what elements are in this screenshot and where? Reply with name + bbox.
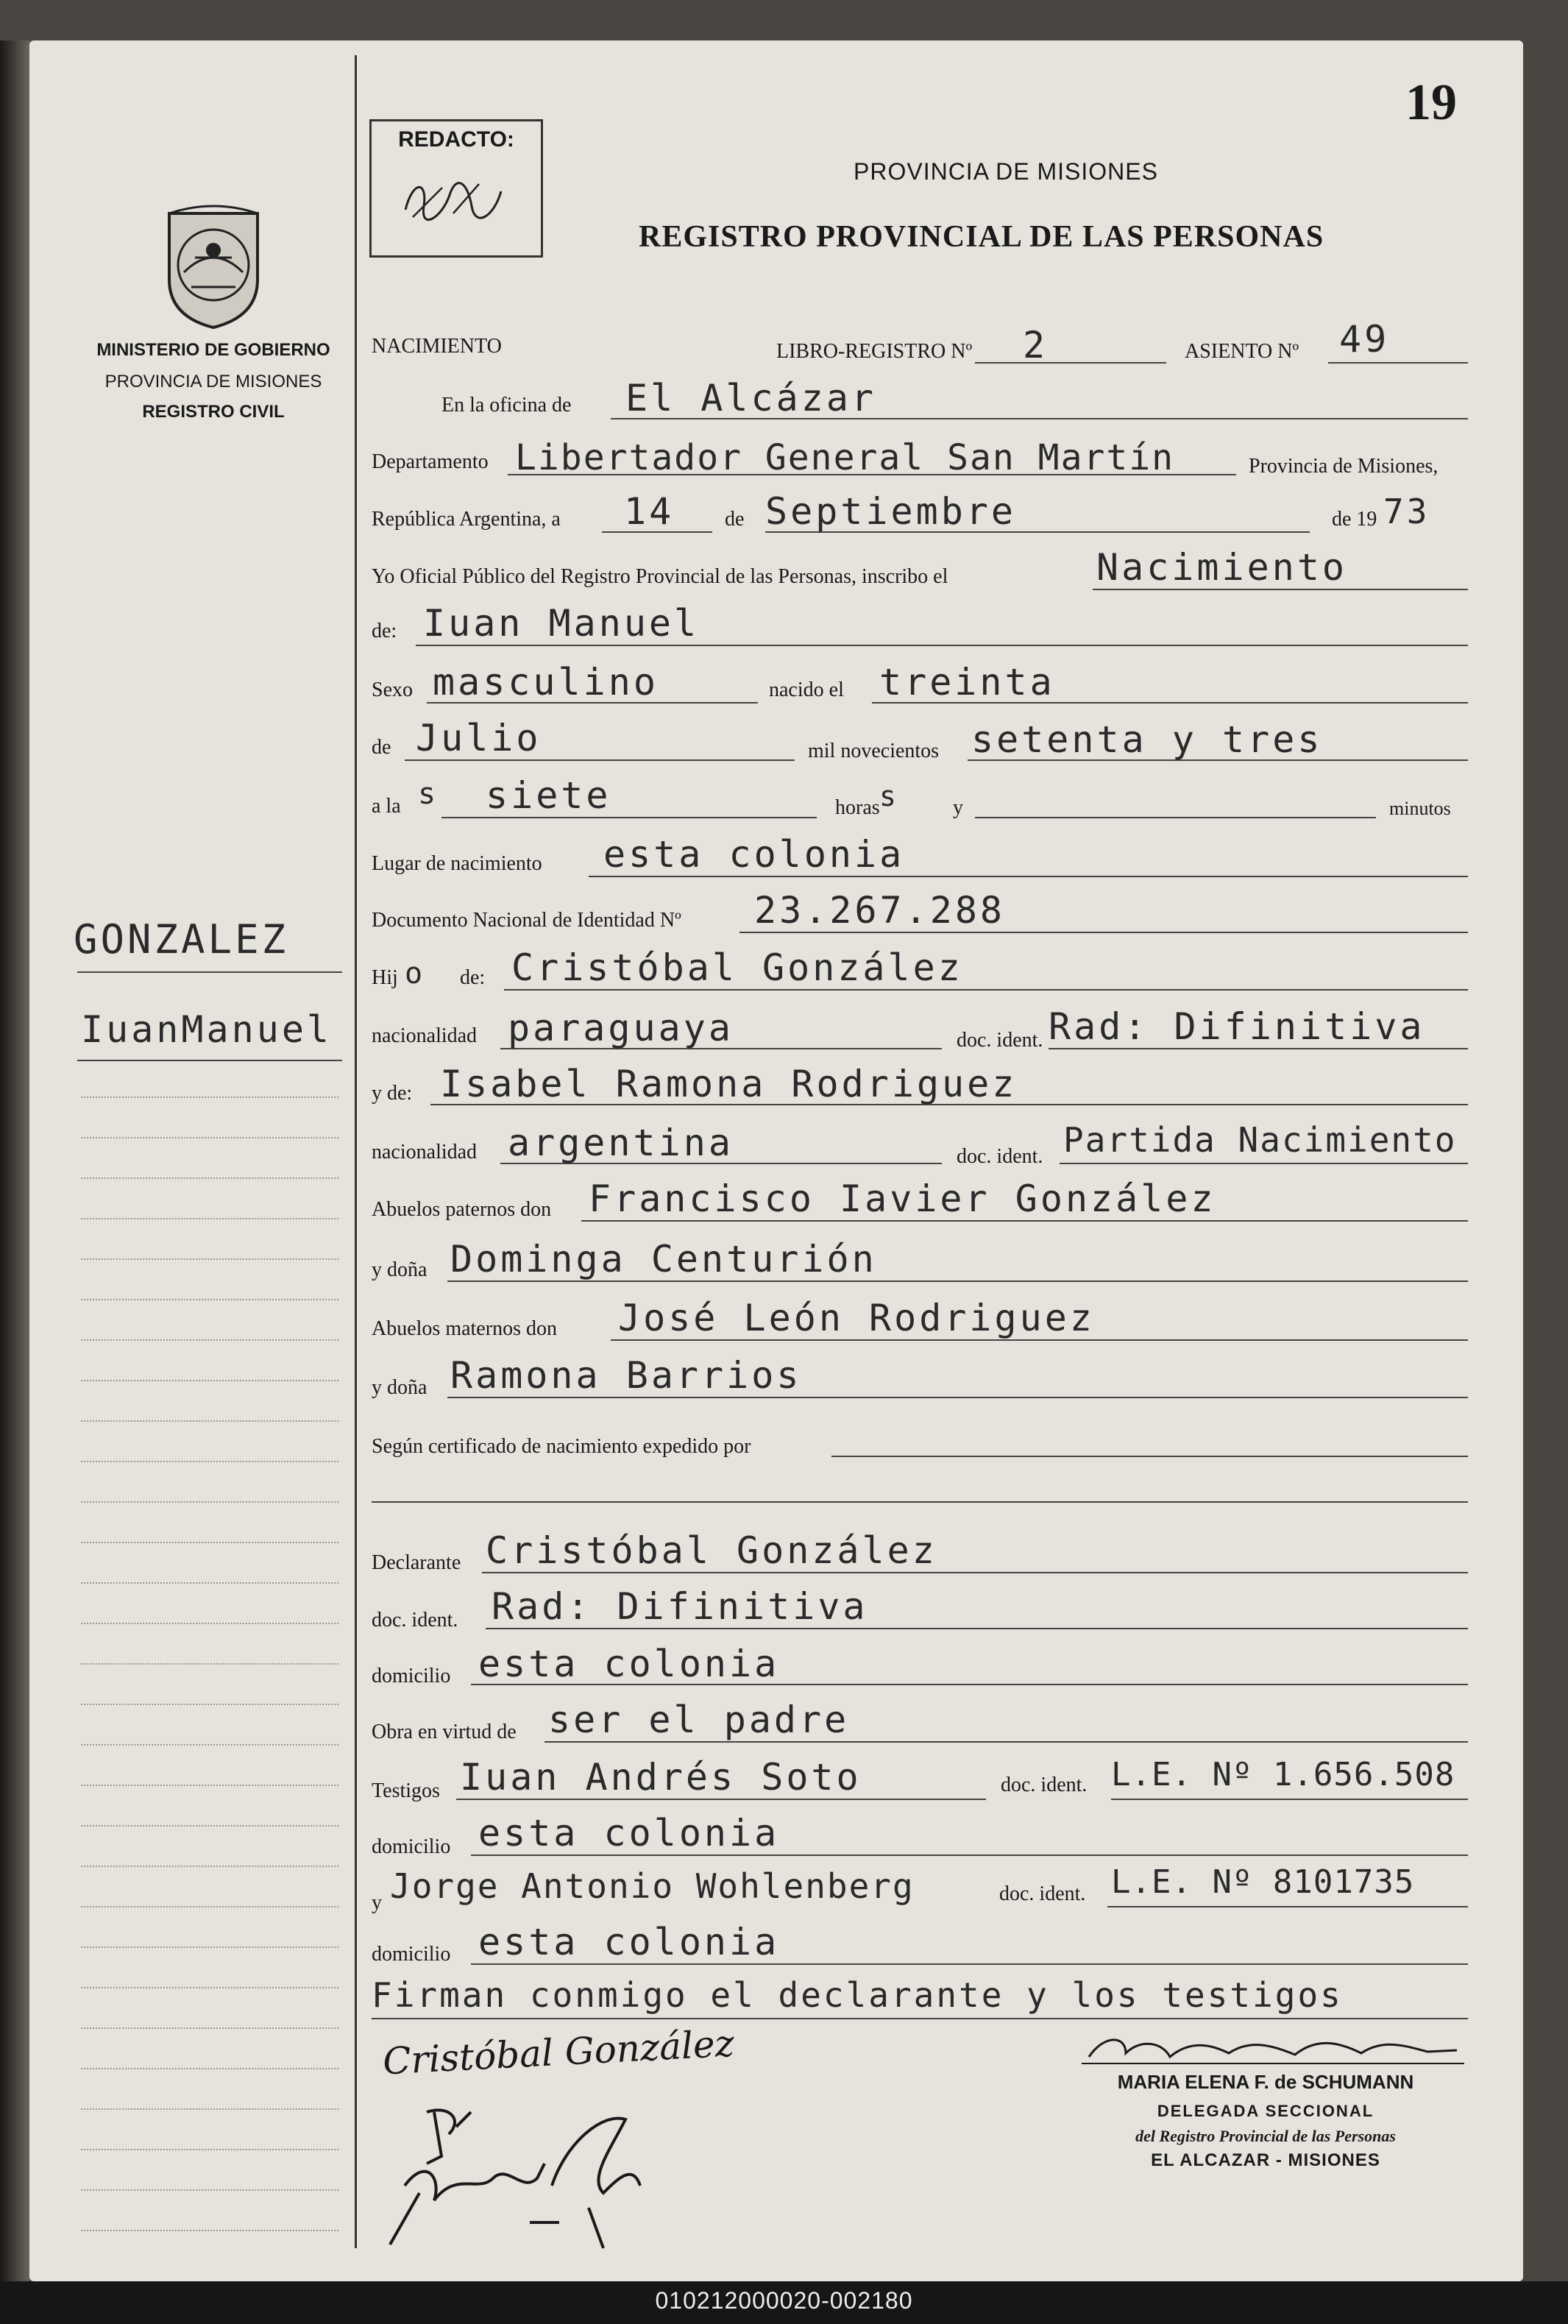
testigo1-name: Iuan Andrés Soto [460,1756,862,1799]
testigo1-underline [456,1799,986,1800]
republica-label: República Argentina, a [372,508,561,531]
father-name: Cristóbal González [511,946,963,989]
document-code: 010212000020-002180 [655,2287,913,2314]
registry-title: REGISTRO PROVINCIAL DE LAS PERSONAS [639,220,1324,254]
declarante-signature: Cristóbal González [381,2022,736,2083]
a-la-s: s [418,777,439,811]
redacto-initials-signature [398,166,508,232]
province-title: PROVINCIA DE MISIONES [854,158,1158,185]
abuelo-materno-underline [611,1339,1468,1341]
testigo2-domicilio-label: domicilio [372,1943,451,1966]
sexo-label: Sexo [372,679,413,701]
abuelo-paterno: Francisco Iavier González [589,1177,1216,1220]
inscribo-text: Yo Oficial Público del Registro Provincial de las Personas, inscribo el [372,565,948,588]
segun-underline [831,1456,1468,1457]
margin-given-underline [77,1060,342,1061]
testigo1-domicilio-label: domicilio [372,1835,451,1858]
name-de-label: de: [372,620,397,642]
stamp-official-name: MARIA ELENA F. de SCHUMANN [1117,2071,1414,2093]
testigo1-doc-underline [1111,1799,1468,1800]
libro-value: 2 [1023,324,1049,366]
margin-ruled-line [81,1177,338,1179]
dni-label: Documento Nacional de Identidad Nº [372,909,681,932]
day-value: 14 [624,490,675,533]
abuelos-paternos-label: Abuelos paternos don [372,1198,552,1221]
asiento-value: 49 [1339,318,1390,361]
nacido-day: treinta [879,661,1055,704]
declarante-doc-underline [486,1628,1468,1629]
official-signature [1082,2031,1464,2068]
stamp-office: del Registro Provincial de las Personas [1135,2127,1396,2145]
abuela-paterna: Dominga Centurión [450,1238,877,1280]
minutos-label: minutos [1389,798,1451,819]
redacto-label: REDACTO: [398,127,514,152]
date-de-label: de [725,508,745,531]
abuela-paterna-label: y doña [372,1258,428,1281]
abuela-materna-underline [447,1397,1468,1398]
margin-ruled-line [81,1744,338,1746]
oficina-label: En la oficina de [441,394,572,417]
margin-rule [355,55,357,2248]
horas-label: horas [835,796,880,819]
abuelo-materno: José León Rodriguez [618,1297,1095,1339]
margin-surname-underline [77,971,342,973]
declarante-doc: Rad: Difinitiva [492,1585,868,1628]
margin-ruled-line [81,2108,338,2110]
page-number: 19 [1405,74,1457,131]
minutos-underline [975,817,1376,818]
margin-ruled-line [81,1097,338,1098]
libro-underline [975,362,1166,364]
margin-ruled-line [81,1946,338,1948]
margin-ruled-line [81,1987,338,1988]
margin-given-name: IuanManuel [81,1008,333,1051]
testigo2-doc: L.E. Nº 8101735 [1111,1863,1415,1901]
mother-doc: Partida Nacimiento [1063,1120,1457,1160]
testigo2-doc-underline [1107,1906,1468,1907]
page-binding [0,40,29,2281]
margin-ruled-line [81,1299,338,1300]
ministry-province: PROVINCIA DE MISIONES [104,372,322,392]
libro-label: LIBRO-REGISTRO Nº [776,340,973,363]
declarante-domicilio: esta colonia [478,1643,780,1685]
mother-nationality: argentina [508,1122,734,1164]
stamp-place: EL ALCAZAR - MISIONES [1151,2150,1380,2170]
firman-underline [372,2018,1468,2019]
father-nationality: paraguaya [508,1007,734,1049]
lugar-value: esta colonia [603,833,905,876]
testigos-label: Testigos [372,1779,440,1802]
lugar-underline [589,876,1468,877]
abuela-materna: Ramona Barrios [450,1354,802,1397]
provincia-suffix: Provincia de Misiones, [1249,455,1438,478]
asiento-label: ASIENTO Nº [1185,340,1299,363]
margin-surname: GONZALEZ [74,916,289,963]
testigo2-name: Jorge Antonio Wohlenberg [390,1866,915,1906]
registered-name: Iuan Manuel [423,602,700,645]
name-underline [416,645,1468,646]
margin-ruled-line [81,1380,338,1381]
inscribo-underline [1093,589,1468,590]
ministry-name: MINISTERIO DE GOBIERNO [96,340,330,360]
margin-ruled-line [81,1623,338,1624]
sexo-value: masculino [433,661,659,704]
month-de-label: de [372,736,391,759]
father-underline [504,989,1468,991]
nacido-month: Julio [416,717,542,759]
margin-ruled-line [81,1137,338,1138]
margin-ruled-line [81,2068,338,2069]
abuela-paterna-underline [447,1280,1468,1282]
abuela-materna-label: y doña [372,1376,428,1399]
father-nationality-label: nacionalidad [372,1024,478,1047]
father-doc: Rad: Difinitiva [1049,1005,1425,1048]
mother-de-label: y de: [372,1082,413,1105]
inscribo-value: Nacimiento [1096,546,1348,589]
mother-nationality-label: nacionalidad [372,1141,478,1163]
declarante-domicilio-label: domicilio [372,1665,451,1687]
obra-underline [544,1741,1468,1743]
stamp-role: DELEGADA SECCIONAL [1157,2102,1374,2120]
mother-name: Isabel Ramona Rodriguez [440,1063,1018,1105]
margin-ruled-line [81,1663,338,1665]
hijo-de-label: de: [460,966,486,989]
obra-value: ser el padre [548,1698,850,1741]
margin-ruled-line [81,1906,338,1907]
margin-ruled-line [81,1785,338,1786]
dni-underline [739,932,1468,933]
hijo-suffix: o [405,957,426,991]
margin-ruled-line [81,1866,338,1867]
segun-underline-2 [372,1501,1468,1503]
provincial-seal-icon [155,199,272,331]
margin-ruled-line [81,1501,338,1503]
year-suffix: 73 [1383,492,1430,531]
horas-s: s [879,780,899,812]
segun-label: Según certificado de nacimiento expedido por [372,1435,751,1458]
testigo2-domicilio-underline [471,1963,1468,1965]
hijo-label: Hij [372,966,398,989]
year-prefix: de 19 [1332,508,1377,531]
margin-ruled-line [81,1704,338,1705]
declarante-doc-label: doc. ident. [372,1609,458,1632]
ministry-civil-registry: REGISTRO CIVIL [142,402,285,422]
testigo1-domicilio: esta colonia [478,1812,780,1854]
month-value: Septiembre [765,490,1017,533]
margin-ruled-line [81,2189,338,2191]
testigo1-domicilio-underline [471,1854,1468,1856]
margin-ruled-line [81,1582,338,1584]
nacido-year: setenta y tres [971,718,1323,761]
y-label: y [953,796,963,819]
margin-ruled-line [81,2149,338,2150]
firman-statement: Firman conmigo el declarante y los testigos [372,1975,1343,2015]
mil-novecientos-label: mil novecientos [808,740,940,762]
declarante-label: Declarante [372,1551,461,1574]
margin-ruled-line [81,1542,338,1543]
departamento-label: Departamento [372,450,489,473]
witness-signatures [383,2097,692,2252]
nacido-label: nacido el [769,679,844,701]
margin-ruled-line [81,1258,338,1260]
father-doc-underline [1049,1048,1468,1049]
declarante-name: Cristóbal González [486,1529,937,1572]
hora-value: siete [486,774,611,817]
mother-doc-label: doc. ident. [957,1145,1043,1168]
margin-ruled-line [81,1218,338,1219]
lugar-label: Lugar de nacimiento [372,852,542,875]
margin-ruled-line [81,1825,338,1827]
margin-ruled-line [81,1420,338,1422]
testigo2-y-label: y [372,1891,382,1914]
testigo1-doc-label: doc. ident. [1001,1774,1088,1796]
nacido-month-underline [405,759,795,761]
testigo2-domicilio: esta colonia [478,1921,780,1963]
declarante-underline [482,1572,1468,1573]
margin-ruled-line [81,2230,338,2231]
testigo1-doc: L.E. Nº 1.656.508 [1111,1756,1455,1793]
margin-ruled-line [81,2027,338,2029]
margin-ruled-line [81,1339,338,1341]
obra-label: Obra en virtud de [372,1721,517,1743]
redacto-box [369,119,543,258]
margin-ruled-line [81,1461,338,1462]
abuelo-paterno-underline [581,1220,1468,1222]
a-la-label: a la [372,795,401,818]
mother-doc-underline [1060,1163,1468,1164]
abuelos-maternos-label: Abuelos maternos don [372,1317,557,1340]
oficina-value: El Alcázar [625,377,877,419]
dni-value: 23.267.288 [754,889,1006,932]
departamento-value: Libertador General San Martín [515,437,1175,478]
record-type-label: NACIMIENTO [372,335,502,358]
hora-underline [441,817,817,818]
testigo2-doc-label: doc. ident. [999,1882,1086,1905]
asiento-underline [1328,362,1468,364]
father-doc-label: doc. ident. [957,1029,1043,1052]
